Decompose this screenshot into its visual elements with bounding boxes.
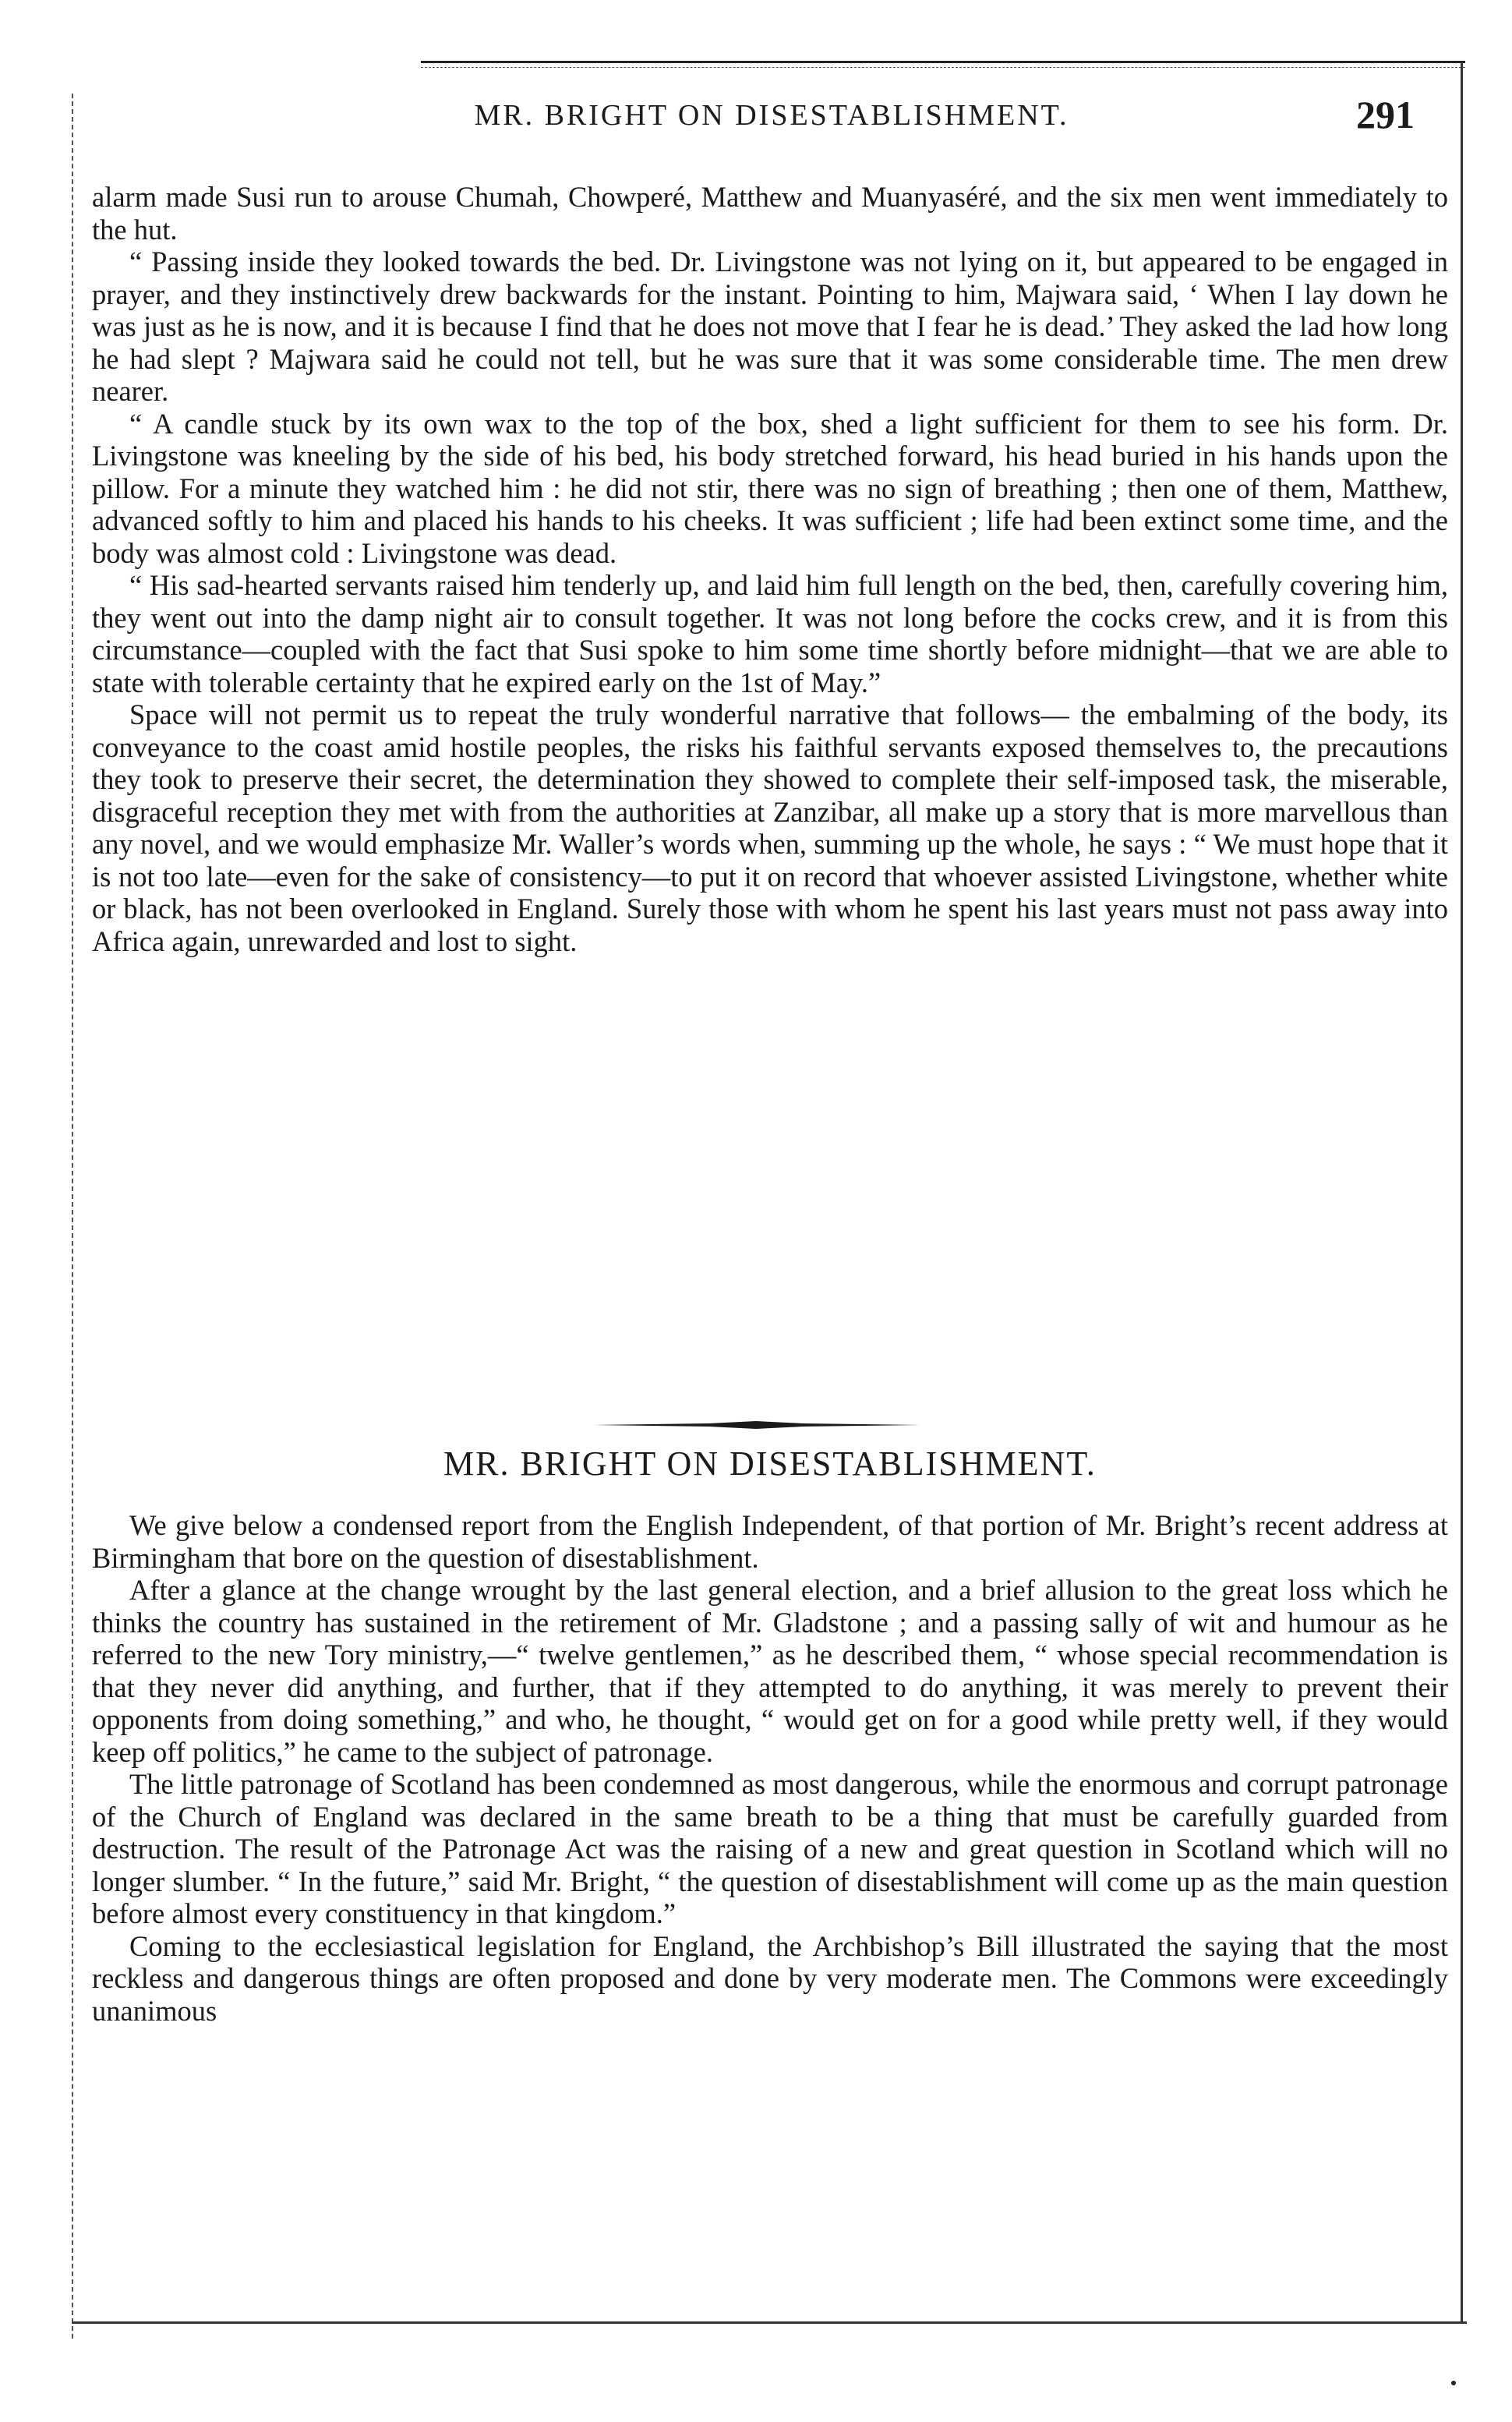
paragraph: We give below a condensed report from the English Independent, of that portion of Mr. Bright’s recent address at Birmingham that bore on the question of disestablishment. bbox=[92, 1509, 1448, 1574]
top-rule bbox=[421, 61, 1465, 63]
stray-mark bbox=[1451, 2381, 1456, 2385]
paragraph: “ His sad-hearted servants raised him tenderly up, and laid him full length on the bed, then, carefully covering him, they went out into the damp night air to consult together. It was not long before the cocks crew, and it is from this circumstance—coupled with the fact that Susi spoke to him some time shortly before midnight—that we are able to state with tolerable certainty that he expired early on the 1st of May.” bbox=[92, 569, 1448, 698]
section-divider-ornament bbox=[592, 1420, 920, 1430]
article-body bbox=[92, 1509, 1448, 2027]
paragraph: The little patronage of Scotland has been condemned as most dangerous, while the enormous and corrupt patronage of the Church of England was declared in the same breath to be a thing that must be carefully guarded from destruction. The result of the Patronage Act was the raising of a new and great question in Scotland which will no longer slumber. “ In the future,” said Mr. Bright, “ the question of disestablishment will come up as the main question before almost every constituency in that kingdom.” bbox=[92, 1768, 1448, 1929]
paragraph: “ A candle stuck by its own wax to the top of the box, shed a light sufficient for them to see his form. Dr. Livingstone was kneeling by the side of his bed, his body stretched forward, his head buried in his hands upon the pillow. For a minute they watched him : he did not stir, there was no sign of breathing ; then one of them, Matthew, advanced softly to him and placed his hands to his cheeks. It was sufficient ; life had been extinct some time, and the body was almost cold : Livingstone was dead. bbox=[92, 407, 1448, 569]
left-margin-line bbox=[72, 94, 73, 2339]
paragraph: alarm made Susi run to arouse Chumah, Chowperé, Matthew and Muanyaséré, and the six men went immediately to the hut. bbox=[92, 181, 1448, 246]
top-rule-dashed bbox=[421, 67, 1465, 68]
paragraph: Coming to the ecclesiastical legislation for England, the Archbishop’s Bill illustrated the saying that the most reckless and dangerous things are often proposed and done by very moderate men. The Commons were exceedingly unanimous bbox=[92, 1929, 1448, 2027]
article-continuation bbox=[92, 181, 1448, 957]
page-number: 291 bbox=[1356, 93, 1415, 136]
paragraph: “ Passing inside they looked towards the bed. Dr. Livingstone was not lying on it, but appeared to be engaged in prayer, and they instinctively drew backwards for the instant. Pointing to him, Majwara said, ‘ When I lay down he was just as he is now, and it is because I find that he does not move that I fear he is dead.’ They asked the lad how long he had slept ? Majwara said he could not tell, but he was sure that it was some considerable time. The men drew nearer. bbox=[92, 246, 1448, 407]
bottom-rule bbox=[72, 2321, 1467, 2324]
paragraph: Space will not permit us to repeat the truly wonderful narrative that follows— the embalming of the body, its conveyance to the coast amid hostile peoples, the risks his faithful servants exposed themselves to, the precautions they took to preserve their secret, the determination they showed to complete their self-imposed task, the miserable, disgraceful reception they met with from the authorities at Zanzibar, all make up a story that is more marvellous than any novel, and we would emphasize Mr. Waller’s words when, summing up the whole, he says : “ We must hope that it is not too late—even for the sake of consistency—to put it on record that whoever assisted Livingstone, whether white or black, has not been overlooked in England. Surely those with whom he spent his last years must not pass away into Africa again, unrewarded and lost to sight. bbox=[92, 698, 1448, 957]
section-heading: MR. BRIGHT ON DISESTABLISHMENT. bbox=[443, 1444, 1097, 1483]
right-margin-line bbox=[1461, 62, 1463, 2323]
paragraph: After a glance at the change wrought by the last general election, and a brief allusion to the great loss which he thinks the country has sustained in the retirement of Mr. Gladstone ; and a passing sally of wit and humour as he referred to the new Tory ministry,—“ twelve gentlemen,” as he described them, “ whose special recommendation is that they never did anything, and further, that if they attempted to do anything, it was merely to prevent their opponents from doing something,” and who, he thought, “ would get on for a good while pretty well, if they would keep off politics,” he came to the subject of patronage. bbox=[92, 1574, 1448, 1768]
running-title: MR. BRIGHT ON DISESTABLISHMENT. bbox=[474, 99, 1069, 132]
